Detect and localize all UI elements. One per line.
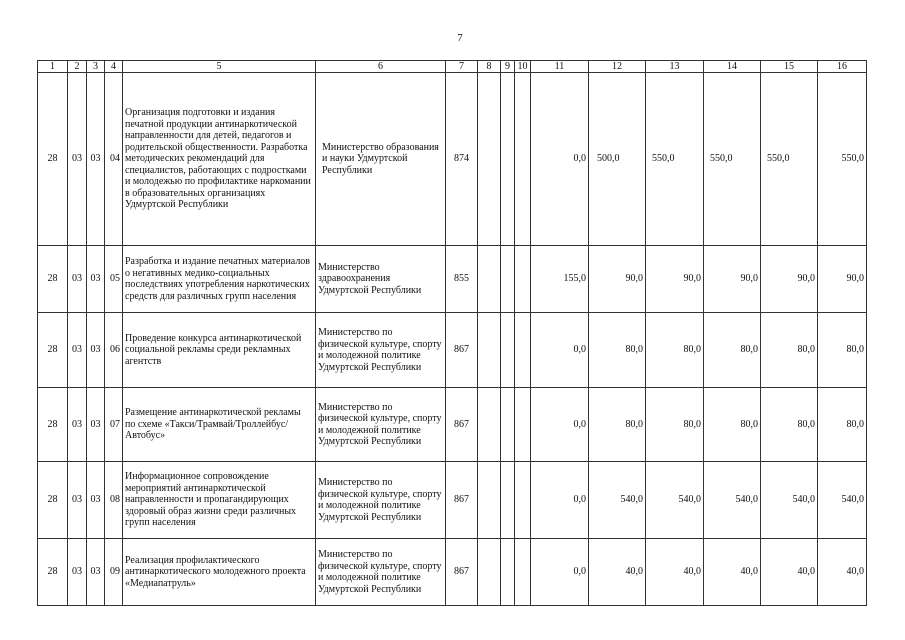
subprogram-code: 03 xyxy=(68,73,87,246)
value-col-14: 540,0 xyxy=(704,462,761,539)
column-8-cell xyxy=(478,246,501,313)
value-col-12: 80,0 xyxy=(589,313,646,388)
column-number-row xyxy=(38,61,867,73)
column-8-cell xyxy=(478,73,501,246)
main-activity-code: 03 xyxy=(87,462,105,539)
value-col-15: 80,0 xyxy=(761,388,818,462)
subprogram-code: 03 xyxy=(68,462,87,539)
value-col-11: 0,0 xyxy=(531,313,589,388)
program-code: 28 xyxy=(38,462,68,539)
table-row xyxy=(38,462,867,539)
table-body xyxy=(38,61,867,606)
column-9-cell xyxy=(501,388,515,462)
column-number: 12 xyxy=(589,61,646,73)
program-code: 28 xyxy=(38,539,68,606)
column-number: 10 xyxy=(515,61,531,73)
column-number: 3 xyxy=(87,61,105,73)
value-col-14: 40,0 xyxy=(704,539,761,606)
table-row xyxy=(38,539,867,606)
activity-code: 08 xyxy=(105,462,123,539)
column-9-cell xyxy=(501,73,515,246)
program-code: 28 xyxy=(38,246,68,313)
activity-name: Информационное сопровождение мероприятий антинаркотической направленности и пропагандирующих здоровый образ жизни среди различных групп населения xyxy=(123,462,316,539)
value-col-12: 540,0 xyxy=(589,462,646,539)
main-activity-code: 03 xyxy=(87,73,105,246)
column-number: 1 xyxy=(38,61,68,73)
activity-code: 05 xyxy=(105,246,123,313)
column-number: 2 xyxy=(68,61,87,73)
column-10-cell xyxy=(515,246,531,313)
subprogram-code: 03 xyxy=(68,313,87,388)
activity-name: Проведение конкурса антинаркотической социальной рекламы среди рекламных агентств xyxy=(123,313,316,388)
column-number: 4 xyxy=(105,61,123,73)
value-col-16: 80,0 xyxy=(818,313,867,388)
value-col-15: 40,0 xyxy=(761,539,818,606)
table-row xyxy=(38,388,867,462)
table-row xyxy=(38,73,867,246)
column-number: 15 xyxy=(761,61,818,73)
value-col-15: 80,0 xyxy=(761,313,818,388)
activity-code: 04 xyxy=(105,73,123,246)
activity-name: Разработка и издание печатных материалов о негативных медико-социальных последствиях употребления наркотических средств для различных групп населения xyxy=(123,246,316,313)
executor: Министерство образования и науки Удмуртской Республики xyxy=(316,73,446,246)
value-col-11: 0,0 xyxy=(531,388,589,462)
grbs-code: 867 xyxy=(446,388,478,462)
value-col-15: 550,0 xyxy=(761,73,818,246)
value-col-13: 90,0 xyxy=(646,246,704,313)
activity-name: Реализация профилактического антинаркотического молодежного проекта «Медиапатруль» xyxy=(123,539,316,606)
value-col-16: 550,0 xyxy=(818,73,867,246)
executor: Министерство по физической культуре, спорту и молодежной политике Удмуртской Республики xyxy=(316,539,446,606)
value-col-14: 80,0 xyxy=(704,388,761,462)
main-activity-code: 03 xyxy=(87,388,105,462)
column-number: 5 xyxy=(123,61,316,73)
column-number: 13 xyxy=(646,61,704,73)
value-col-16: 40,0 xyxy=(818,539,867,606)
column-number: 7 xyxy=(446,61,478,73)
value-col-13: 40,0 xyxy=(646,539,704,606)
column-10-cell xyxy=(515,73,531,246)
main-activity-code: 03 xyxy=(87,313,105,388)
value-col-11: 155,0 xyxy=(531,246,589,313)
program-code: 28 xyxy=(38,388,68,462)
subprogram-code: 03 xyxy=(68,246,87,313)
executor: Министерство по физической культуре, спорту и молодежной политике Удмуртской Республики xyxy=(316,462,446,539)
column-9-cell xyxy=(501,539,515,606)
column-8-cell xyxy=(478,313,501,388)
budget-table xyxy=(37,60,867,606)
main-activity-code: 03 xyxy=(87,539,105,606)
subprogram-code: 03 xyxy=(68,388,87,462)
column-number: 11 xyxy=(531,61,589,73)
value-col-13: 80,0 xyxy=(646,313,704,388)
column-10-cell xyxy=(515,313,531,388)
value-col-11: 0,0 xyxy=(531,539,589,606)
page-number: 7 xyxy=(457,32,463,44)
column-number: 16 xyxy=(818,61,867,73)
value-col-11: 0,0 xyxy=(531,462,589,539)
activity-code: 07 xyxy=(105,388,123,462)
activity-name: Размещение антинаркотической рекламы по схеме «Такси/Трамвай/Троллейбус/ Автобус» xyxy=(123,388,316,462)
value-col-12: 80,0 xyxy=(589,388,646,462)
program-code: 28 xyxy=(38,73,68,246)
activity-name: Организация подготовки и издания печатной продукции антинаркотической направленности для детей, педагогов и родительской общественности. Разработка методических рекомендаций для специалистов, работающих с подростками и молодежью по профилактике наркомании в образовательных организациях Удмуртской Республики xyxy=(123,73,316,246)
program-code: 28 xyxy=(38,313,68,388)
value-col-16: 540,0 xyxy=(818,462,867,539)
value-col-14: 80,0 xyxy=(704,313,761,388)
activity-code: 09 xyxy=(105,539,123,606)
value-col-13: 550,0 xyxy=(646,73,704,246)
value-col-15: 90,0 xyxy=(761,246,818,313)
value-col-12: 40,0 xyxy=(589,539,646,606)
value-col-14: 550,0 xyxy=(704,73,761,246)
activity-code: 06 xyxy=(105,313,123,388)
value-col-15: 540,0 xyxy=(761,462,818,539)
value-col-13: 540,0 xyxy=(646,462,704,539)
column-number: 8 xyxy=(478,61,501,73)
main-activity-code: 03 xyxy=(87,246,105,313)
subprogram-code: 03 xyxy=(68,539,87,606)
column-9-cell xyxy=(501,246,515,313)
grbs-code: 867 xyxy=(446,539,478,606)
column-8-cell xyxy=(478,462,501,539)
table-row xyxy=(38,313,867,388)
value-col-13: 80,0 xyxy=(646,388,704,462)
value-col-11: 0,0 xyxy=(531,73,589,246)
executor: Министерство по физической культуре, спорту и молодежной политике Удмуртской Республики xyxy=(316,388,446,462)
grbs-code: 867 xyxy=(446,462,478,539)
column-10-cell xyxy=(515,539,531,606)
value-col-16: 80,0 xyxy=(818,388,867,462)
value-col-14: 90,0 xyxy=(704,246,761,313)
column-8-cell xyxy=(478,388,501,462)
column-8-cell xyxy=(478,539,501,606)
column-10-cell xyxy=(515,462,531,539)
table-row xyxy=(38,246,867,313)
column-number: 9 xyxy=(501,61,515,73)
executor: Министерство по физической культуре, спорту и молодежной политике Удмуртской Республики xyxy=(316,313,446,388)
column-9-cell xyxy=(501,462,515,539)
value-col-12: 500,0 xyxy=(589,73,646,246)
column-number: 14 xyxy=(704,61,761,73)
column-10-cell xyxy=(515,388,531,462)
grbs-code: 874 xyxy=(446,73,478,246)
grbs-code: 867 xyxy=(446,313,478,388)
column-9-cell xyxy=(501,313,515,388)
grbs-code: 855 xyxy=(446,246,478,313)
column-number: 6 xyxy=(316,61,446,73)
executor: Министерство здравоохранения Удмуртской Республики xyxy=(316,246,446,313)
value-col-16: 90,0 xyxy=(818,246,867,313)
value-col-12: 90,0 xyxy=(589,246,646,313)
